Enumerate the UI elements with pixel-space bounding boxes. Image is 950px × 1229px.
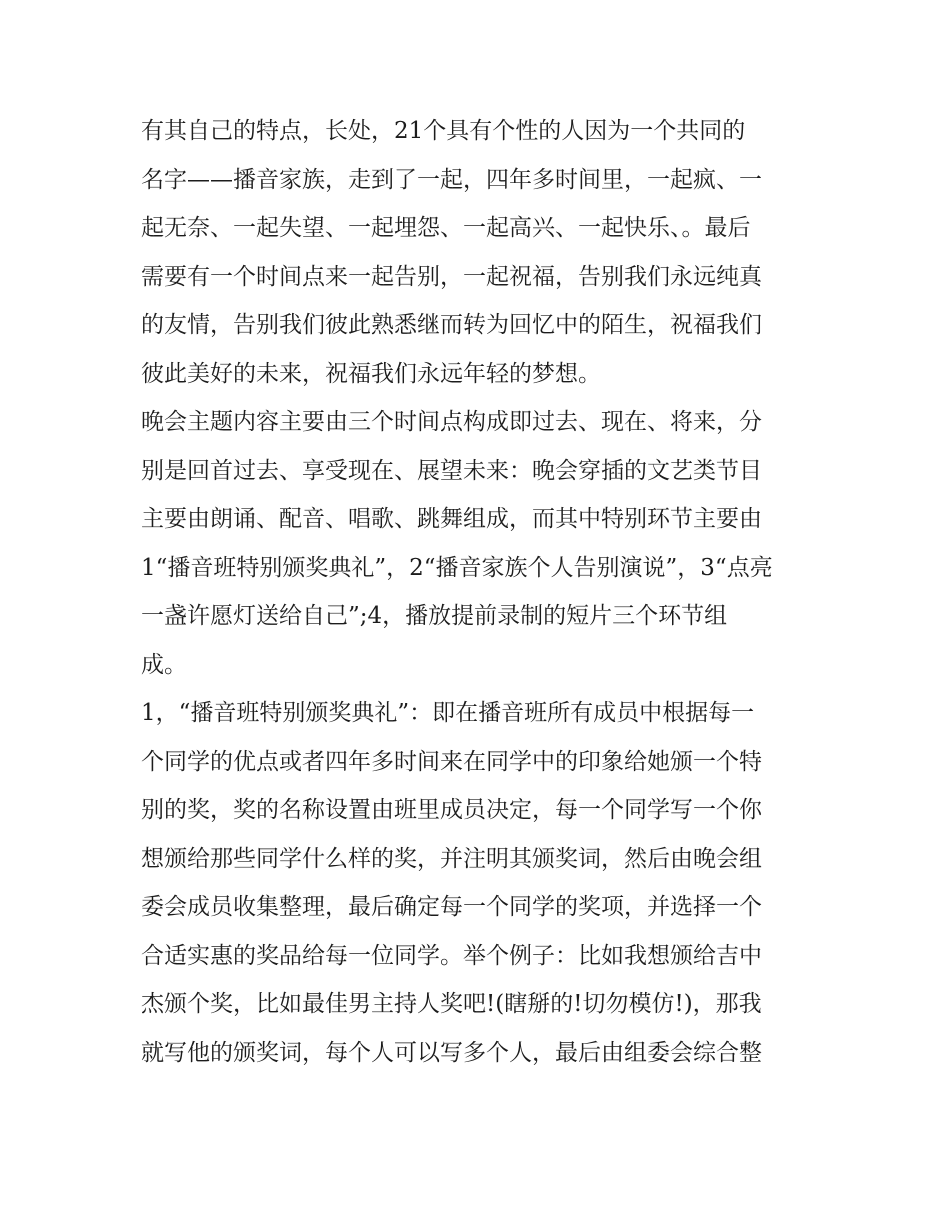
- text-line: 名字——播音家族，走到了一起，四年多时间里，一起疯、一: [141, 166, 762, 193]
- text-line: 别的奖，奖的名称设置由班里成员决定，每一个同学写一个你: [141, 797, 762, 823]
- text-line: 晚会主题内容主要由三个时间点构成即过去、现在、将来，分: [141, 409, 762, 435]
- text-line: 就写他的颁奖词，每个人可以写多个人，最后由组委会综合整: [141, 1039, 762, 1066]
- text-line: 个同学的优点或者四年多时间来在同学中的印象给她颁一个特: [141, 748, 762, 775]
- text-line: 主要由朗诵、配音、唱歌、跳舞组成，而其中特别环节主要由: [141, 506, 762, 532]
- text-line: 1，“播音班特别颁奖典礼”：即在播音班所有成员中根据每一: [141, 700, 755, 726]
- text-line: 杰颁个奖，比如最佳男主持人奖吧!(瞎掰的!切勿模仿!)，那我: [141, 991, 762, 1017]
- text-line: 想颁给那些同学什么样的奖，并注明其颁奖词，然后由晚会组: [141, 845, 762, 872]
- text-line: 有其自己的特点，长处，21个具有个性的人因为一个共同的: [141, 118, 746, 144]
- text-line: 彼此美好的未来，祝福我们永远年轻的梦想。: [141, 360, 601, 387]
- text-line: 需要有一个时间点来一起告别，一起祝福，告别我们永远纯真: [141, 263, 762, 290]
- body-text: [141, 107, 821, 1077]
- text-line: 合适实惠的奖品给每一位同学。举个例子：比如我想颁给吉中: [141, 942, 762, 969]
- text-line: 成。: [141, 651, 187, 678]
- text-line: 委会成员收集整理，最后确定每一个同学的奖项，并选择一个: [141, 894, 762, 920]
- text-line: 1“播音班特别颁奖典礼”，2“播音家族个人告别演说”，3“点亮: [141, 554, 773, 581]
- text-line: 别是回首过去、享受现在、展望未来：晚会穿插的文艺类节目: [141, 457, 762, 484]
- text-line: 起无奈、一起失望、一起埋怨、一起高兴、一起快乐、。最后: [141, 215, 751, 241]
- text-line: 的友情，告别我们彼此熟悉继而转为回忆中的陌生，祝福我们: [141, 312, 762, 338]
- text-line: 一盏许愿灯送给自己”;4，播放提前录制的短片三个环节组: [141, 603, 728, 629]
